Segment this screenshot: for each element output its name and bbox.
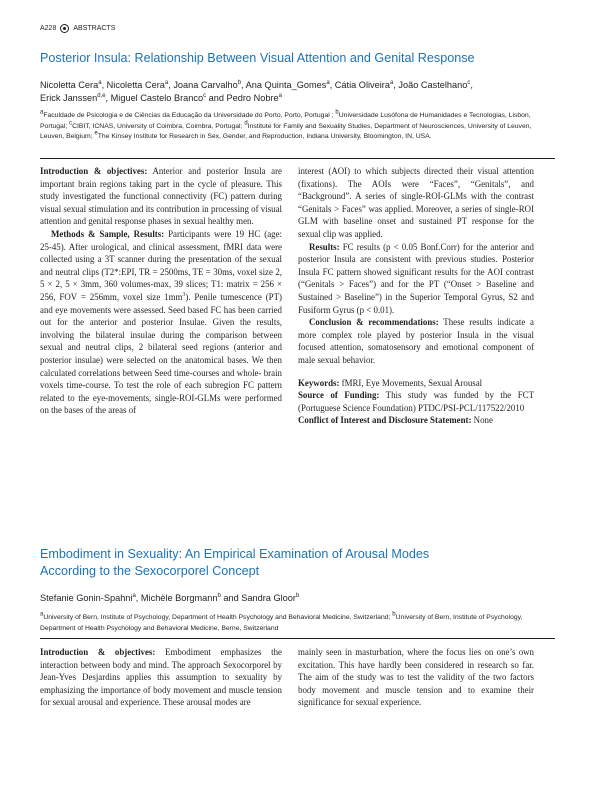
abstract1-right-column xyxy=(298,165,534,427)
abstract1-title: Posterior Insula: Relationship Between Visual Attention and Genital Response xyxy=(40,51,475,65)
abstract1-methods: Methods & Sample, Results: Participants were 19 HC (age: 25-45). After urological, and clinical assessment, fMRI data were collected using a 3T scanner during the presentation of the sexual and neutral clips (T2*:EPI, TR = 2500ms, TE = 30ms, voxel size 2, 5 × 2, 5 × 3mm, 360 volumes-max, 39 slices; T1: matrix = 256 × 256, FOV = 256mm, voxel size $1mm^3$). Penile tumescence (PT) and eye movements were assessed. Seed based FC has been carried out for the anterior and posterior Insulae. Given the results, involving the bilateral insulae during the comparison between sexual and neutral clips, 2 bilateral seed regions (anterior and posterior insulae) were selected on the anatomical bases. We then calculated correlations between Seed time-courses and whole- brain voxels time-course. To test the role of each subregion FC pattern related to the eye-movements, single-ROI-GLMs were performed on the bases of the areas of xyxy=(40,228,282,416)
abstract1-keywords: Keywords: fMRI, Eye Movements, Sexual Arousal xyxy=(298,377,483,388)
abstract2-intro: Introduction & objectives: Embodiment emphasizes the interaction between body and mind. The approach Sexocorporel by Jean-Yves Desjardins applies this assumption to sexuality by emphasizing the importance of body movement and muscle tension for sexual arousal and experience. These arousal modes are xyxy=(40,647,282,708)
abstract1-left-column xyxy=(40,165,282,417)
abstract2-authors: Stefanie Gonin-Spahni$^a$, Michèle Borgmann$^b$ and Sandra Gloor$^b$ xyxy=(40,592,300,603)
section-divider xyxy=(40,158,555,159)
abstract1-coi: Conflict of Interest and Disclosure Statement: None xyxy=(298,415,493,426)
abstract1-conclusion: Conclusion & recommendations: These results indicate a more complex role played by posterior Insula in the visual focused attention, somatosensory and emotional component of male sexual behavior. xyxy=(298,317,534,365)
abstract2-intro-cont: mainly seen in masturbation, where the focus lies on one’s own excitation. This have hardly been considered in research so far. The aim of the study was to test the validity of the two factors body movement and muscle tension and to examine their significance for sexual experience. xyxy=(298,647,534,708)
journal-logo-icon xyxy=(60,24,69,33)
abstract1-methods-cont: interest (AOI) to which subjects directed their visual attention (fixations). The AOIs were “Faces”, “Genitals”, and “Background”. A series of single-ROI-GLMs with the contrast “Genitals > Faces” was applied. Moreover, a series of single-ROI GLM with baseline onset and sustained PT response for the sexual clip was applied. xyxy=(298,166,534,239)
abstract1-results: Results: FC results (p < 0.05 Bonf.Corr) for the anterior and posterior Insula are consistent with previous studies. Posterior Insula FC pattern showed significant results for the AOI contrast (“Genitals > Faces”) and for the PT (“Onset > Baseline and Sustained > Baseline”) in the Superior Temporal Gyrus, S2 and Fusiform Gyrus (p < 0.01). xyxy=(298,241,534,315)
section-divider-2 xyxy=(40,638,555,639)
abstract1-funding: Source of Funding: This study was funded by the FCT (Portuguese Science Foundation) PTDC/PSI-PCL/117522/2010 xyxy=(298,390,534,413)
running-header xyxy=(40,24,115,33)
abstract1-affiliations: $^a$Faculdade de Psicologia e de Ciências da Educação da Universidade do Porto, Porto, Portugal ; $^b$Universidade Lusófona de Humanidades e Tecnologias, Lisbon, Portugal; $^c$CIBIT, ICNAS, University of Coimbra, Coimbra, Portugal; $^d$Institute for Family and Sexuality Studies, Department of Neurosciences, University of Leuven, Leuven, Belgium; $^e$The Kinsey Institute for Research in Sex, Gender, and Reproduction, Indiana University, Bloomington, IN, USA. xyxy=(40,109,532,140)
section-label: ABSTRACTS xyxy=(73,25,116,32)
abstract2-title: Embodiment in Sexuality: An Empirical Examination of Arousal Modes According to the Sexocorporel Concept xyxy=(40,547,430,578)
abstract1-footer xyxy=(298,377,534,427)
page-number: A228 xyxy=(40,25,57,32)
abstract1-authors: Nicoletta Cera$^a$, Nicoletta Cera$^a$, Joana Carvalho$^b$, Ana Quinta_Gomes$^a$, Cátia Oliveira$^a$, João Castelhano$^c$, Erick Janssen$^{d,e}$, Miguel Castelo Branco$^c$ and Pedro Nobre$^a$ xyxy=(40,79,473,104)
abstract2-left-column xyxy=(40,646,282,709)
abstract2-right-column xyxy=(298,646,534,709)
abstract1-intro: Introduction & objectives: Anterior and posterior Insula are important brain regions taking part in the cycle of pleasure. This study investigated the functional connectivity (FC) pattern during visual sexual stimulation and its contribution in processing of visual attention and genital response phases in sexual healthy men. xyxy=(40,166,282,227)
abstract2-affiliations: $^a$University of Bern, Institute of Psychology, Department of Health Psychology and Behavioral Medicine, Switzerland; $^b$University of Bern, Institute of Psychology, Department of Health Psychology and Behavioral Medicine, Berne, Switzerland xyxy=(40,611,523,632)
